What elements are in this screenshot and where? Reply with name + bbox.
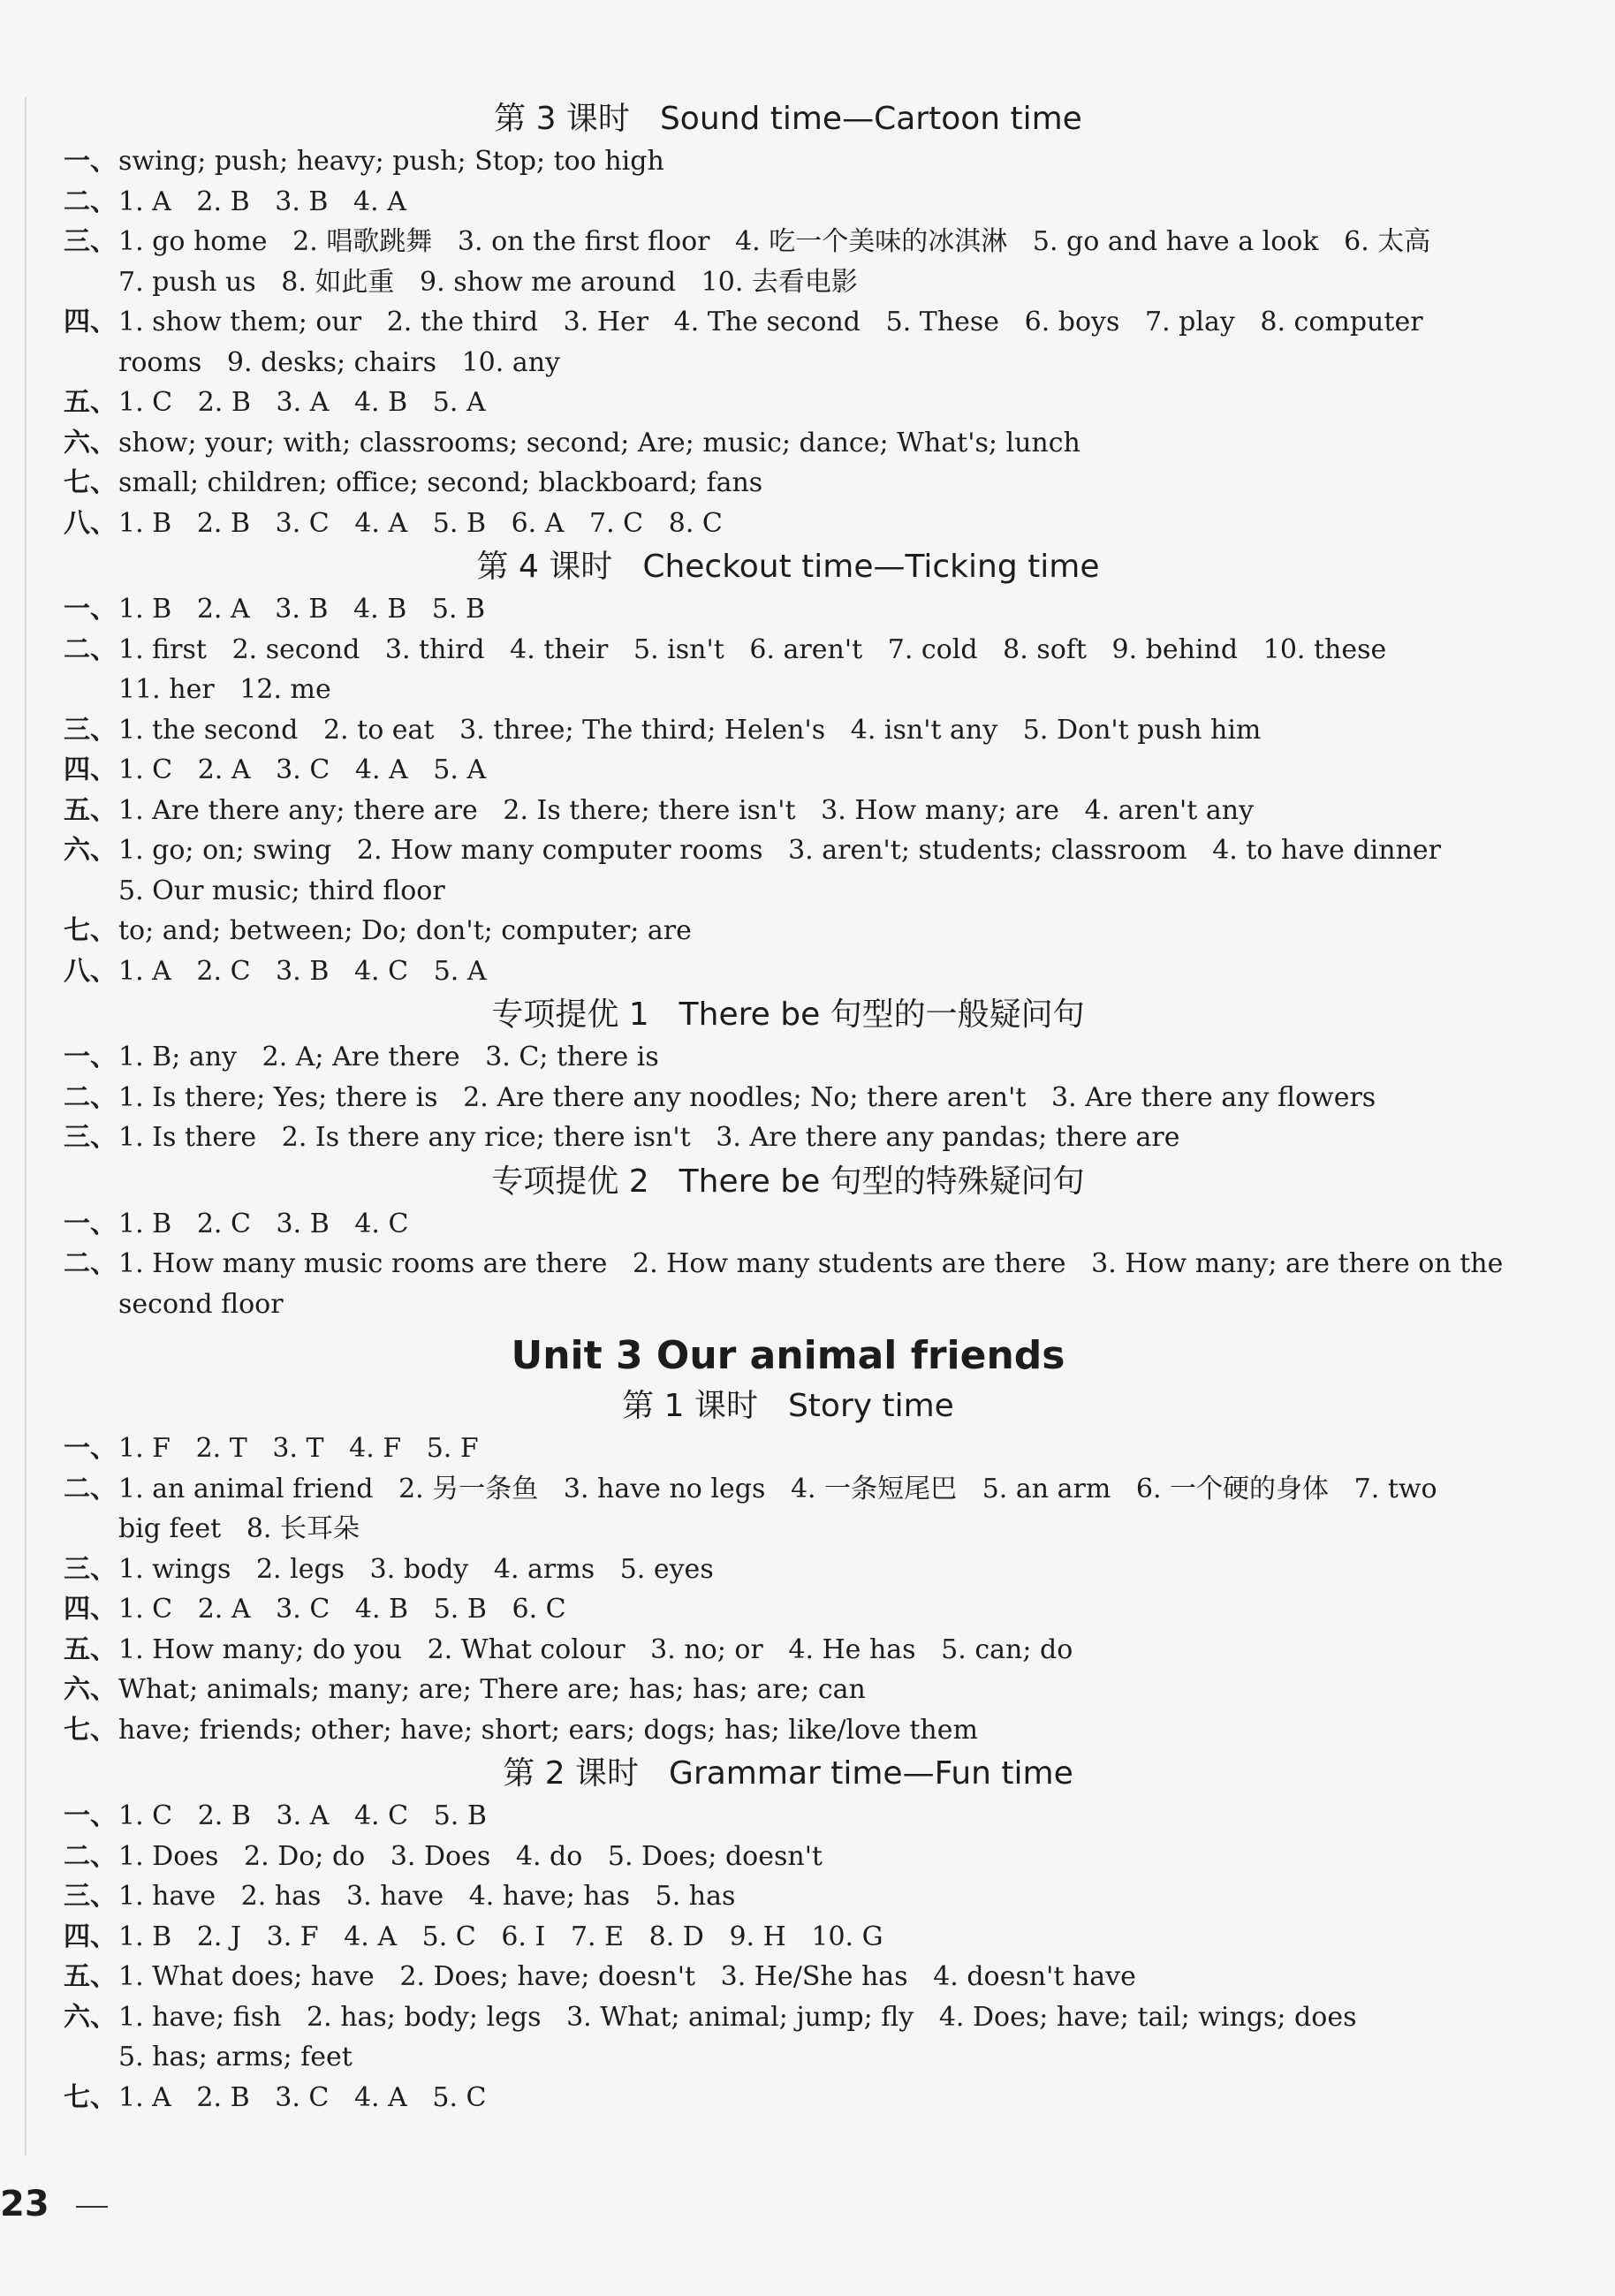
answer-row <box>64 710 1513 751</box>
question-number: 二、 <box>64 1081 117 1113</box>
answer-text: swing; push; heavy; push; Stop; too high <box>118 146 664 177</box>
answer-row <box>64 791 1513 831</box>
answer-row <box>64 1589 1513 1630</box>
answer-row <box>64 1037 1513 1078</box>
answer-text: 1. C 2. B 3. A 4. C 5. B <box>118 1800 487 1831</box>
answer-text: 1. Are there any; there are 2. Is there; there isn't 3. How many; are 4. aren't any <box>118 794 1255 826</box>
answer-row <box>64 383 1513 423</box>
lesson-label: 第 3 课时 <box>494 101 630 137</box>
question-number: 一、 <box>64 1042 117 1072</box>
answer-text: 1. B 2. A 3. B 4. B 5. B <box>118 594 486 625</box>
answer-text: 1. first 2. second 3. third 4. their 5. isn't 6. aren't 7. cold 8. soft 9. behind 10. these 11. her 12. me <box>118 633 1387 705</box>
question-number: 二、 <box>64 1473 117 1504</box>
section-title: Sound time—Cartoon time <box>659 101 1082 137</box>
unit-title: Unit 3 Our animal friends <box>511 1333 1065 1378</box>
answer-row <box>64 222 1513 302</box>
question-number: 三、 <box>64 1122 117 1153</box>
section-heading <box>64 1160 1513 1204</box>
answer-row <box>64 1428 1513 1469</box>
lesson-label: 第 2 课时 <box>503 1755 640 1792</box>
question-number: 一、 <box>64 1208 117 1239</box>
answer-text: 1. F 2. T 3. T 4. F 5. F <box>118 1433 479 1464</box>
question-number: 四、 <box>64 307 117 337</box>
question-number: 一、 <box>64 594 117 625</box>
answer-row <box>64 1118 1513 1158</box>
answer-row <box>64 951 1513 992</box>
answer-row <box>64 1469 1513 1550</box>
answer-text: 1. B 2. J 3. F 4. A 5. C 6. I 7. E 8. D 9. H 10. G <box>118 1921 883 1952</box>
question-number: 三、 <box>64 226 117 257</box>
answer-text: 1. have 2. has 3. have 4. have; has 5. has <box>118 1881 736 1912</box>
answer-row <box>64 1997 1513 2078</box>
answer-text: 1. Does 2. Do; do 3. Does 4. do 5. Does; doesn't <box>118 1840 823 1872</box>
answer-row <box>64 463 1513 504</box>
section-heading <box>64 1384 1513 1428</box>
section-heading <box>64 993 1513 1037</box>
question-number: 四、 <box>64 1921 117 1952</box>
answer-text: 1. have; fish 2. has; body; legs 3. What; animal; jump; fly 4. Does; have; tail; wings; does 5. has; arms; feet <box>118 2001 1357 2072</box>
answer-row <box>64 1710 1513 1751</box>
answer-text: 1. A 2. C 3. B 4. C 5. A <box>118 955 487 987</box>
answer-text: 1. an animal friend 2. 另一条鱼 3. have no legs 4. 一条短尾巴 5. an arm 6. 一个硬的身体 7. two big feet 8. 长耳朵 <box>118 1473 1437 1544</box>
section-heading <box>64 1752 1513 1796</box>
answer-row <box>64 911 1513 951</box>
question-number: 八、 <box>64 955 117 987</box>
section-heading <box>64 545 1513 589</box>
question-number: 二、 <box>64 633 117 665</box>
answer-row <box>64 302 1513 383</box>
answer-row <box>64 630 1513 710</box>
answer-text: 1. go; on; swing 2. How many computer rooms 3. aren't; students; classroom 4. to have dinner 5. Our music; third floor <box>118 835 1442 906</box>
answer-row <box>64 1204 1513 1245</box>
answer-text: 1. B; any 2. A; Are there 3. C; there is <box>118 1042 659 1072</box>
answer-text: 1. the second 2. to eat 3. three; The third; Helen's 4. isn't any 5. Don't push him <box>118 714 1262 746</box>
question-number: 三、 <box>64 714 117 746</box>
answer-row <box>64 141 1513 182</box>
question-number: 六、 <box>64 835 117 866</box>
answer-text: 1. C 2. B 3. A 4. B 5. A <box>118 387 486 418</box>
answer-text: 1. C 2. A 3. C 4. A 5. A <box>118 754 487 785</box>
answer-row <box>64 2078 1513 2118</box>
question-number: 六、 <box>64 2001 117 2033</box>
answer-row <box>64 182 1513 223</box>
binding-margin-line <box>25 97 27 2156</box>
page-number: 23 <box>0 2184 49 2224</box>
question-number: 一、 <box>64 1433 117 1464</box>
lesson-label: 专项提优 1 <box>491 996 649 1033</box>
answer-text: 1. A 2. B 3. C 4. A 5. C <box>118 2081 487 2113</box>
lesson-label: 第 1 课时 <box>622 1388 758 1424</box>
question-number: 四、 <box>64 754 117 785</box>
question-number: 三、 <box>64 1553 117 1585</box>
question-number: 二、 <box>64 186 117 217</box>
answer-text: 1. C 2. A 3. C 4. B 5. B 6. C <box>118 1594 566 1625</box>
answer-row <box>64 1796 1513 1837</box>
section-heading <box>64 97 1513 141</box>
question-number: 四、 <box>64 1594 117 1625</box>
answer-text: 1. B 2. C 3. B 4. C <box>118 1208 409 1239</box>
section-title: Checkout time—Ticking time <box>642 549 1100 585</box>
question-number: 五、 <box>64 1961 117 1992</box>
answer-text: have; friends; other; have; short; ears; dogs; has; like/love them <box>118 1714 978 1746</box>
question-number: 一、 <box>64 1800 117 1831</box>
section-title: Grammar time—Fun time <box>669 1755 1073 1792</box>
answer-row <box>64 423 1513 464</box>
section-title: There be 句型的特殊疑问句 <box>679 1163 1085 1200</box>
answer-text: show; your; with; classrooms; second; Are; music; dance; What's; lunch <box>118 427 1080 458</box>
section-title: There be 句型的一般疑问句 <box>679 996 1085 1033</box>
answer-text: What; animals; many; are; There are; has; has; are; can <box>118 1674 866 1705</box>
question-number: 二、 <box>64 1248 117 1279</box>
section-title: Story time <box>787 1388 954 1424</box>
answer-row <box>64 1244 1513 1324</box>
answer-row <box>64 830 1513 911</box>
question-number: 七、 <box>64 1714 117 1746</box>
lesson-label: 第 4 课时 <box>476 549 613 585</box>
answer-text: to; and; between; Do; don't; computer; are <box>118 915 692 946</box>
question-number: 六、 <box>64 427 117 458</box>
answer-text: small; children; office; second; blackboard; fans <box>118 467 763 498</box>
answer-row <box>64 1078 1513 1118</box>
answer-text: 1. How many; do you 2. What colour 3. no; or 4. He has 5. can; do <box>118 1633 1073 1665</box>
answer-text: 1. What does; have 2. Does; have; doesn't 3. He/She has 4. doesn't have <box>118 1961 1136 1992</box>
answer-content <box>64 95 1513 2118</box>
answer-row <box>64 1670 1513 1710</box>
answer-row <box>64 504 1513 544</box>
answer-row <box>64 1550 1513 1590</box>
answer-text: 1. Is there; Yes; there is 2. Are there any noodles; No; there aren't 3. Are there any flowers <box>118 1081 1376 1113</box>
question-number: 六、 <box>64 1674 117 1705</box>
answer-row <box>64 1876 1513 1917</box>
answer-text: 1. A 2. B 3. B 4. A <box>118 186 406 217</box>
lesson-label: 专项提优 2 <box>491 1163 649 1200</box>
answer-text: 1. Is there 2. Is there any rice; there isn't 3. Are there any pandas; there are <box>118 1122 1180 1153</box>
answer-text: 1. How many music rooms are there 2. How many students are there 3. How many; are there on the second floor <box>118 1248 1504 1320</box>
question-number: 二、 <box>64 1840 117 1872</box>
page-number-rule <box>76 2206 108 2208</box>
answer-text: 1. wings 2. legs 3. body 4. arms 5. eyes <box>118 1553 714 1585</box>
question-number: 五、 <box>64 794 117 826</box>
question-number: 三、 <box>64 1881 117 1912</box>
answer-row <box>64 1957 1513 1997</box>
question-number: 五、 <box>64 1633 117 1665</box>
question-number: 八、 <box>64 507 117 539</box>
answer-text: 1. B 2. B 3. C 4. A 5. B 6. A 7. C 8. C <box>118 507 723 539</box>
answer-row <box>64 589 1513 630</box>
answer-text: 1. go home 2. 唱歌跳舞 3. on the first floor 4. 吃一个美味的冰淇淋 5. go and have a look 6. 太高 7. push us 8. 如此重 9. show me around 10. 去看电影 <box>118 226 1431 298</box>
answer-row <box>64 1837 1513 1877</box>
question-number: 七、 <box>64 915 117 946</box>
question-number: 七、 <box>64 467 117 498</box>
question-number: 一、 <box>64 146 117 177</box>
answer-row <box>64 1630 1513 1671</box>
answer-row <box>64 750 1513 791</box>
answer-text: 1. show them; our 2. the third 3. Her 4. The second 5. These 6. boys 7. play 8. computer rooms 9. desks; chairs 10. any <box>118 307 1423 378</box>
question-number: 五、 <box>64 387 117 418</box>
question-number: 七、 <box>64 2081 117 2113</box>
answer-row <box>64 1917 1513 1958</box>
